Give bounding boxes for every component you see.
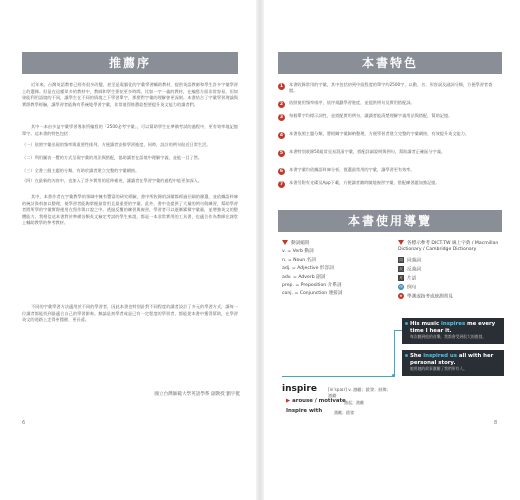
feature-number-badge: 1 xyxy=(279,83,284,89)
bullet-icon xyxy=(405,354,408,357)
example-icon: 例 xyxy=(399,284,403,289)
example-sentence-box: She inspired us all with her personal story. 她用她的故事激勵了我們所有人。 xyxy=(402,350,504,376)
feature-item-6: 6 本書字彙均依據語料庫分析，挑選最常用的字彙，讓學習更有效率。 xyxy=(279,167,415,174)
preface-list-item: （一）依照字彙出現的頻率與重要性排列，方便讀者安排學習進度，同時，設計的例句貼近日常生活。 xyxy=(22,142,211,147)
entry-synonym-zh: 激起；激勵 xyxy=(344,400,364,405)
preface-list-item: （四）在最新的內容中，也加入了許多實用的延伸補充，讓讀者在學習字彙的過程中能更加深入。 xyxy=(22,178,203,183)
features-banner: 本書特色 xyxy=(278,52,502,74)
feature-number-badge: 7 xyxy=(279,181,284,187)
synonym-icon: 同 xyxy=(399,258,403,262)
preface-paragraph-4: 不同的字彙學習方法適用於不同的學習者，因此本書也特別針對不同程度的讀者設計了多元的學習方式，讓每一位讀者都能找到最適合自己的學習節奏。無論是初學者或是已有一定程度的學習者，都能從本書中獲得幫助，在學習英文的道路上走得更穩健、更長遠。 xyxy=(22,304,238,323)
symbol-legend: 各標示參考 DICT.TW 線上字典 / Macmillan Dictionary / Cambridge Dictionary 同 同義詞 反 反義詞 片 片語 例 例句 ★ 學測或指考或統測常見 xyxy=(398,241,499,300)
feature-item-5: 5 本書特別收錄50組常見易混淆字彙，搭配詳細說明與例句，幫助讀者正確區分字義。 xyxy=(279,149,446,156)
arrow-right-icon: ▶ xyxy=(286,398,291,404)
connector-line xyxy=(394,330,395,377)
preface-paragraph-2: 其中一本由多益字彙學習專家所編寫的「2500必考字彙」，可以幫助學生在準備考試的過程中，更有效率地記憶單字。這本書的特色包括： xyxy=(22,124,238,136)
preface-signature: 國立台灣師範大學英語學系 副教授 劉宇挺 xyxy=(154,392,240,397)
feature-item-4: 4 本書依照主題分類，將相關字彙歸納整理，方便學習者建立完整的字彙網絡，有效提升英文能力。 xyxy=(279,131,470,138)
phrase-icon: 片 xyxy=(399,275,403,280)
antonym-icon: 反 xyxy=(399,266,403,271)
connector-dot xyxy=(392,374,395,377)
feature-number-badge: 2 xyxy=(279,101,284,107)
abbreviation-legend: 動詞縮寫 v. = Verb 動詞 n. = Noun 名詞 adj. = Adjective 形容詞 adv. = Adverb 副詞 prep. = Preposition 介系詞 conj. = Conjunction 連接詞 xyxy=(282,241,343,297)
connector-line xyxy=(282,376,394,377)
preface-paragraph-1: 近年來，台灣英語教育已經有很多改變，甚至是電腦化的字彙學習輔助教材，提供英語教師和學生許多字彙學習上的選擇。但是在這樣眾多的教材中，教師和學生要花更多時間。比如一字一義的教材，在編寫方面非常容易，但如果能利用語境的不同，讓學生在不同的情境之下學習單字，那麼對字彙的理解會更深刻。本書結合了字彙學習理論與實際教學經驗，讓學習者能夠有系統地學習字彙，非常值得推薦給想要提升英文能力的讀者們。 xyxy=(22,82,238,107)
example-sentence-box: His music inspires me every time I hear it. 每次聽到他的音樂，我都會受到很大的啟發。 xyxy=(402,318,504,344)
preface-banner: 推薦序 xyxy=(22,52,238,74)
feature-number-badge: 6 xyxy=(279,168,284,174)
feature-item-1: 1 本書收錄常用的字彙，其中包括初到中級程度的單字約2500字，以動、名、形容詞及副詞分類，方便學習者查閱。 xyxy=(279,82,493,94)
exam-frequent-icon: ★ xyxy=(399,293,403,298)
feature-item-2: 2 依照使用頻率排序，依序規劃學習進度，並提供例句及實用搭配詞。 xyxy=(279,100,415,107)
entry-pronunciation: [in'spaɪr] v. 激勵；啟發；鼓舞；激勵 xyxy=(328,387,391,398)
entry-phrase-zh: 激勵；啟發 xyxy=(334,410,354,415)
bullet-icon xyxy=(405,322,408,325)
feature-number-badge: 5 xyxy=(279,150,284,156)
entry-synonym-row: ▶ arouse / motivate xyxy=(286,398,346,404)
entry-headword: inspire xyxy=(282,384,317,394)
preface-list-item: （二）利用圖表一覽的方式呈現字彙的用法與搭配，協助讀者在語境中理解字義，並能一目了然。 xyxy=(22,155,203,160)
feature-item-7: 7 本書另附有光碟及App下載，方便讀者隨時隨地複習字彙，搭配練習題加強記憶。 xyxy=(279,180,440,187)
preface-paragraph-3: 其中，本書作者在字彙教學的領域中擁有豐富的研究經驗，書中所收錄的詞彙都經過仔細的篩選，並依據語料庫的統計資料加以整理，使學習者能夠掌握最常用且最重要的字彙。此外，書中也提供了大量的例句與練習，幫助學習者將所學的字彙實際運用在寫作與口說之中。透過反覆的練習與複習，學習者可以逐漸累積字彙量，並增強英文的整體能力。我相信這本書對於準備各類英文檢定考試的學生來說，都是一本非常實用的工具書，也適合作為教師在課堂上輔助教學的參考教材。 xyxy=(22,194,238,226)
dictionary-entry-sample xyxy=(282,384,394,430)
feature-number-badge: 4 xyxy=(279,132,284,138)
usage-guide-banner: 本書使用導覽 xyxy=(278,210,502,232)
page-number-left: 6 xyxy=(22,420,26,426)
entry-phrase-row: Inspire with xyxy=(286,408,323,414)
triangle-marker-icon xyxy=(282,240,288,245)
feature-item-3: 3 每個單字均標示詞性，並搭配實用例句，讓讀者能清楚理解字義用法與搭配，幫助記憶。 xyxy=(279,113,453,120)
connector-line xyxy=(394,330,402,331)
preface-list-item: （三）全書三個主題的分類，有助於讀者建立完整的字彙網絡。 xyxy=(22,168,140,173)
feature-number-badge: 3 xyxy=(279,114,284,120)
triangle-marker-icon xyxy=(398,240,404,245)
page-number-right: 8 xyxy=(494,420,498,426)
